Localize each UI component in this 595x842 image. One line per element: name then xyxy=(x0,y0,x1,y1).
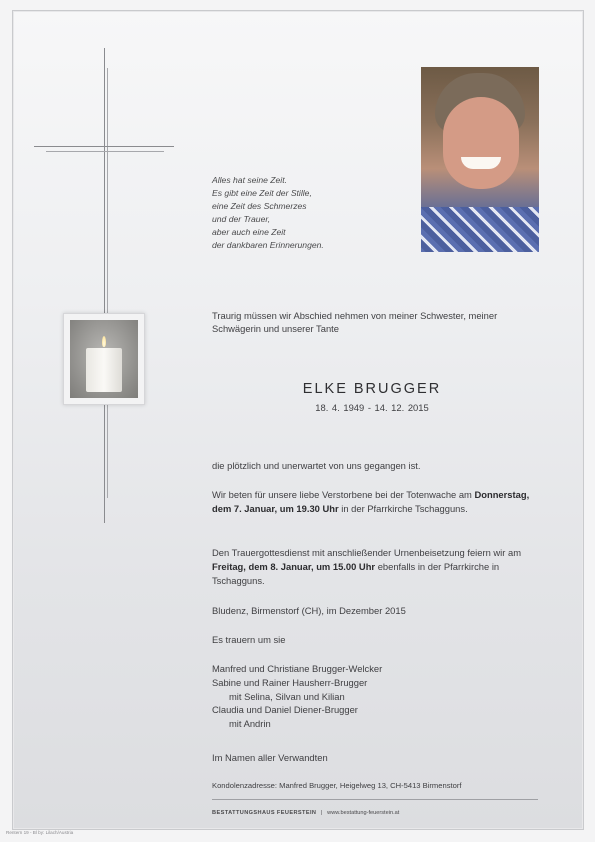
portrait-photo xyxy=(421,67,539,252)
poem-line: Alles hat seine Zeit. xyxy=(212,175,287,185)
mourner-line: mit Selina, Silvan und Kilian xyxy=(229,690,345,702)
relatives-line: Im Namen aller Verwandten xyxy=(212,752,328,763)
place-date: Bludenz, Birmenstorf (CH), im Dezember 2015 xyxy=(212,605,406,616)
footer-website-link[interactable]: www.bestattung-feuerstein.at xyxy=(327,810,400,816)
life-dates: 18. 4. 1949 - 14. 12. 2015 xyxy=(315,402,429,413)
mourner-line: mit Andrin xyxy=(229,718,271,730)
poem-line: der dankbaren Erinnerungen. xyxy=(212,239,324,250)
passing-text: die plötzlich und unerwartet von uns gegangen ist. xyxy=(212,460,421,471)
mourner-line: Sabine und Rainer Hausherr-Brugger xyxy=(212,676,368,688)
condolence-address: Kondolenzadresse: Manfred Brugger, Heigelweg 13, CH-5413 Birmenstorf xyxy=(212,781,462,790)
poem xyxy=(212,174,412,251)
wake-location: in der Pfarrkirche Tschagguns. xyxy=(341,502,468,514)
mourning-intro: Es trauern um sie xyxy=(212,634,286,645)
wake-paragraph xyxy=(212,488,542,516)
funeral-location: ebenfalls in der Pfarrkirche in Tschagguns. xyxy=(212,560,500,586)
poem-line: eine Zeit des Schmerzes xyxy=(212,200,307,211)
deceased-name: ELKE BRUGGER xyxy=(302,381,442,397)
farewell-intro: Traurig müssen wir Abschied nehmen von meiner Schwester, meiner Schwägerin und unserer Tante xyxy=(212,310,498,334)
mourner-line: Claudia und Daniel Diener-Brugger xyxy=(212,704,358,716)
imprint: Rentern 19 - Bl by: Lilach/Austria xyxy=(6,830,74,835)
poem-line: Es gibt eine Zeit der Stille, xyxy=(212,187,312,198)
funeral-paragraph xyxy=(212,546,542,587)
wake-text: Wir beten für unsere liebe Verstorbene bei der Totenwache am xyxy=(212,489,472,500)
poem-line: aber auch eine Zeit xyxy=(212,226,286,237)
poem-line: und der Trauer, xyxy=(212,213,271,224)
footer-separator: | xyxy=(321,810,323,816)
footer xyxy=(212,810,542,816)
funeral-home-name: BESTATTUNGSHAUS FEUERSTEIN xyxy=(212,810,317,816)
funeral-datetime: Freitag, dem 8. Januar, um 15.00 Uhr xyxy=(212,560,376,572)
mourner-line: Manfred und Christiane Brugger-Welcker xyxy=(212,663,383,674)
wake-datetime: Donnerstag, dem 7. Januar, um 19.30 Uhr xyxy=(212,489,530,514)
mourners-list xyxy=(212,662,542,731)
candle-icon xyxy=(63,313,145,405)
footer-divider xyxy=(212,799,538,800)
funeral-text: Den Trauergottesdienst mit anschließender Urnenbeisetzung feiern wir am xyxy=(212,547,522,558)
